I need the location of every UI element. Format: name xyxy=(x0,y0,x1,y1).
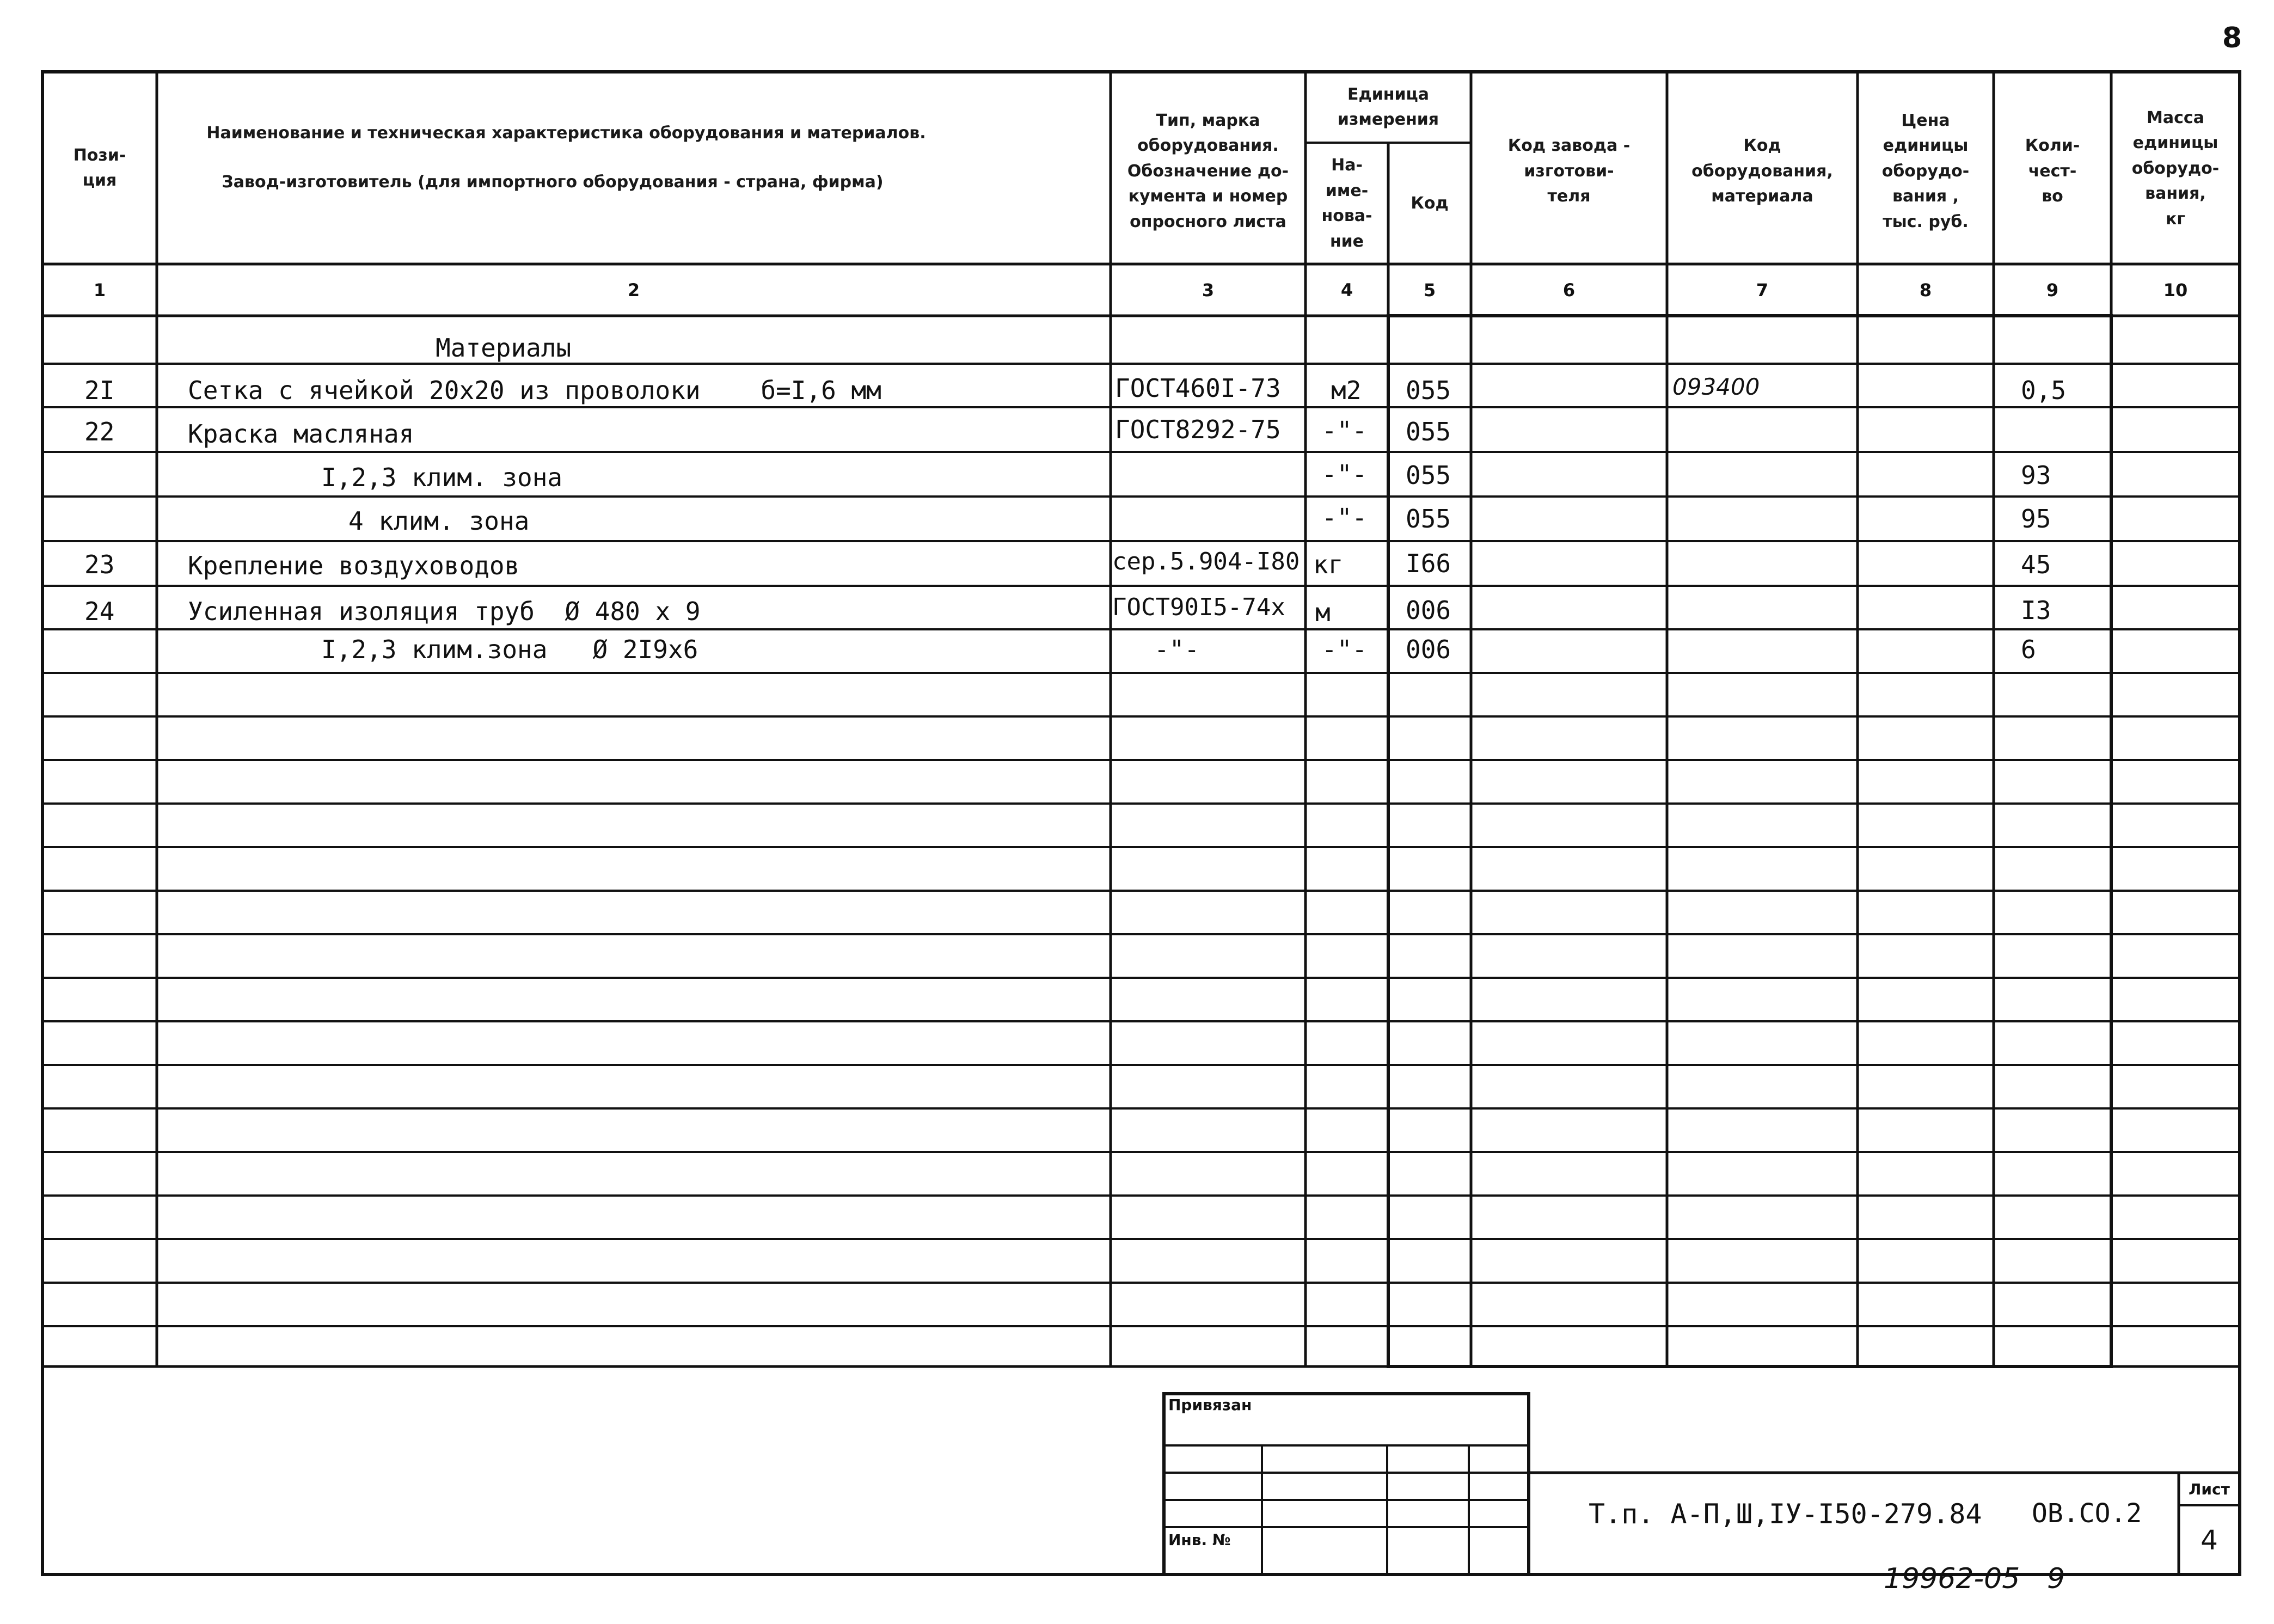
row-position: 22 xyxy=(84,417,115,446)
header-unit-group: Единица измерения xyxy=(1337,84,1439,129)
column-number: 5 xyxy=(1423,279,1436,301)
row-unit: м2 xyxy=(1331,376,1362,405)
row-quantity: 6 xyxy=(2021,635,2036,664)
header-name-line1: Наименование и техническая характеристика оборудования и материалов. xyxy=(206,123,926,143)
column-number: 8 xyxy=(1919,279,1932,301)
row-position: 24 xyxy=(84,597,115,626)
stamp-privyazan: Привязан xyxy=(1168,1396,1252,1414)
page-number: 8 xyxy=(2222,22,2242,54)
row-code: I66 xyxy=(1406,549,1451,578)
row-code: 055 xyxy=(1406,504,1451,534)
header-material-code: Код оборудования, материала xyxy=(1691,136,1833,206)
stamp-sheet-number: 4 xyxy=(2201,1524,2218,1556)
row-unit: -"- xyxy=(1322,416,1368,445)
row-unit: м xyxy=(1315,598,1331,627)
row-code: 055 xyxy=(1406,376,1451,405)
row-material-code: 093400 xyxy=(1672,373,1760,400)
row-code: 055 xyxy=(1406,461,1451,490)
header-name-line2: Завод-изготовитель (для импортного оборудования - страна, фирма) xyxy=(222,172,884,192)
row-quantity: 95 xyxy=(2021,504,2051,534)
column-number: 7 xyxy=(1756,279,1769,301)
row-document: -"- xyxy=(1154,635,1200,664)
row-document: ГОСТ8292-75 xyxy=(1115,415,1281,444)
header-position: Пози- ция xyxy=(73,145,126,190)
header-unit-name: На- име- нова- ние xyxy=(1321,156,1372,251)
row-name: Краска масляная xyxy=(188,419,414,449)
column-number: 10 xyxy=(2163,279,2188,301)
row-quantity: 45 xyxy=(2021,550,2051,579)
row-name: 4 клим. зона xyxy=(348,506,530,536)
stamp-sheet-label: Лист xyxy=(2189,1480,2230,1498)
row-quantity: 0,5 xyxy=(2021,376,2067,405)
column-number: 4 xyxy=(1340,279,1353,301)
column-number: 6 xyxy=(1562,279,1576,301)
row-name: Крепление воздуховодов xyxy=(188,551,520,580)
header-manufacturer-code: Код завода - изготови- теля xyxy=(1507,136,1631,206)
row-name: Сетка с ячейкой 20х20 из проволоки б=I,6 мм xyxy=(188,376,881,405)
stamp-code: ОВ.СО.2 xyxy=(2032,1498,2142,1529)
row-code: 006 xyxy=(1406,596,1451,625)
row-document: ГОСТ90I5-74х xyxy=(1112,593,1285,621)
row-name: Усиленная изоляция труб Ø 480 х 9 xyxy=(188,597,701,626)
row-position: 23 xyxy=(84,550,115,579)
row-unit: -"- xyxy=(1322,635,1368,664)
column-number: 1 xyxy=(93,279,106,301)
column-number: 3 xyxy=(1202,279,1215,301)
header-quantity: Коли- чест- во xyxy=(2025,136,2080,206)
row-quantity: I3 xyxy=(2021,596,2051,625)
header-type: Тип, марка оборудования. Обозначение до- кумента и номер опросного листа xyxy=(1127,111,1289,231)
row-name: I,2,3 клим.зона Ø 2I9х6 xyxy=(321,635,698,664)
header-unit-code: Код xyxy=(1411,193,1449,213)
header-price: Цена единицы оборудо- вания , тыс. руб. xyxy=(1881,111,1970,231)
row-unit: -"- xyxy=(1322,503,1368,532)
header-mass: Масса единицы оборудо- вания, кг xyxy=(2131,108,2220,229)
row-position: 2I xyxy=(84,376,115,405)
row-document: сер.5.904-I80 xyxy=(1112,548,1300,575)
stamp-inv-no: Инв. № xyxy=(1168,1531,1231,1549)
row-document: ГОСТ460I-73 xyxy=(1115,373,1281,403)
row-unit: кг xyxy=(1313,550,1344,579)
row-name: I,2,3 клим. зона xyxy=(321,463,563,492)
stamp-designation: Т.п. А-П,Ш,IУ-I50-279.84 xyxy=(1589,1498,1982,1530)
row-code: 006 xyxy=(1406,635,1451,664)
column-number: 9 xyxy=(2046,279,2059,301)
column-number: 2 xyxy=(627,279,640,301)
row-name: Материалы xyxy=(436,333,572,363)
footer-number: 19962-05 9 xyxy=(1884,1562,2065,1595)
row-unit: -"- xyxy=(1322,459,1368,489)
row-quantity: 93 xyxy=(2021,461,2051,490)
row-code: 055 xyxy=(1406,417,1451,446)
